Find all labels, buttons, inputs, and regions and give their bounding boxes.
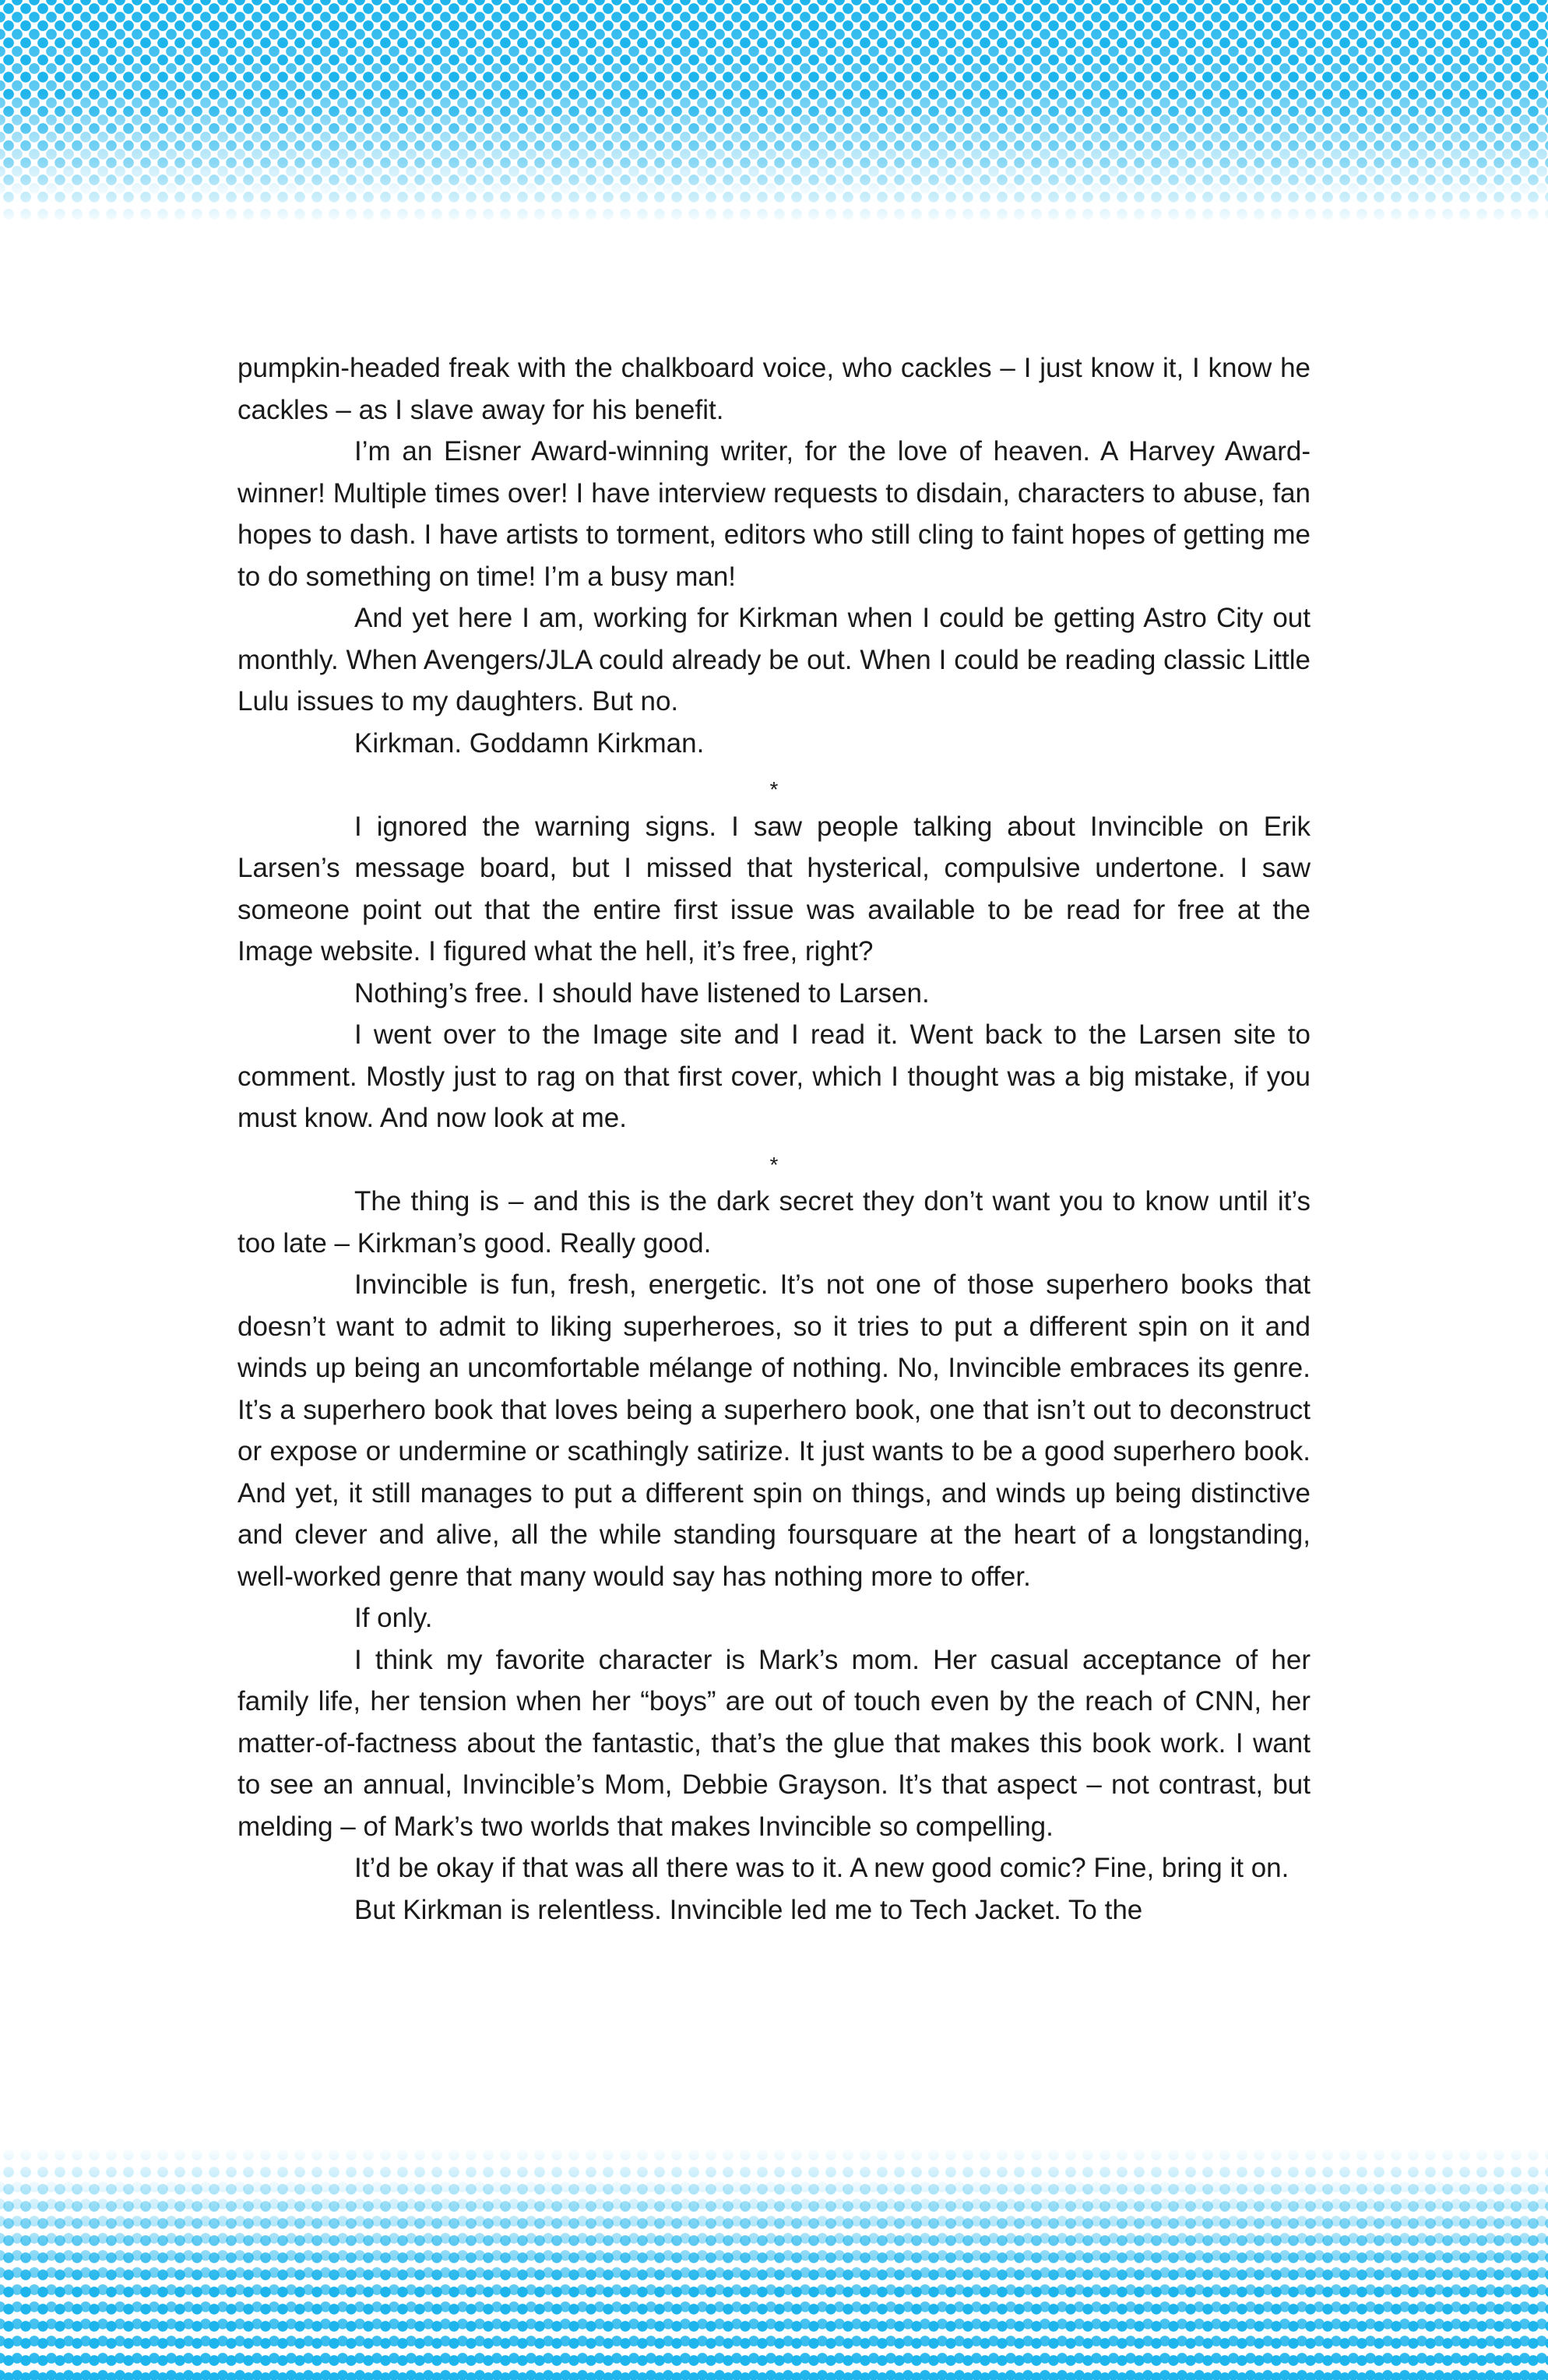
- paragraph: I think my favorite character is Mark’s mom. Her casual acceptance of her family life, her tension when her “boys” are out of touch even by the reach of CNN, her matter-of-factness about the fantastic, that’s the glue that makes this book work. I want to see an annual, Invincible’s Mom, Debbie Grayson. It’s that aspect – not contrast, but melding – of Mark’s two worlds that makes Invincible so compelling.: [237, 1644, 1311, 1842]
- paragraph: If only.: [354, 1603, 433, 1633]
- paragraph: It’d be okay if that was all there was to it. A new good comic? Fine, bring it on.: [354, 1853, 1289, 1883]
- paragraph: I’m an Eisner Award-winning writer, for the love of heaven. A Harvey Award-winner! Multiple times over! I have interview requests to disdain, characters to abuse, fan hopes to dash. I have artists to torment, editors who still cling to faint hopes of getting me to do something on time! I’m a busy man!: [237, 436, 1311, 592]
- paragraph: And yet here I am, working for Kirkman when I could be getting Astro City out monthly. When Avengers/JLA could already be out. When I could be reading classic Little Lulu issues to my daughters. But no.: [237, 603, 1311, 716]
- section-separator: *: [769, 777, 779, 801]
- paragraph: Nothing’s free. I should have listened to Larsen.: [354, 977, 930, 1009]
- paragraph: The thing is – and this is the dark secret they don’t want you to know until it’s too late – Kirkman’s good. Really good.: [237, 1186, 1311, 1259]
- article-body: [237, 347, 1311, 1931]
- paragraph-continuation: pumpkin-headed freak with the chalkboard voice, who cackles – I just know it, I know he cackles – as I slave away for his benefit.: [237, 353, 1311, 425]
- halftone-border-bottom-overlay: [0, 2170, 1548, 2380]
- section-separator: *: [769, 1152, 779, 1177]
- paragraph: Invincible is fun, fresh, energetic. It’s not one of those superhero books that doesn’t want to admit to liking superheroes, so it tries to put a different spin on it and winds up being an uncomfortable mélange of nothing. No, Invincible embraces its genre. It’s a superhero book that loves being a superhero book, one that isn’t out to deconstruct or expose or undermine or scathingly satirize. It just wants to be a good superhero book. And yet, it still manages to put a different spin on things, and winds up being distinctive and clever and alive, all the while standing foursquare at the heart of a longstanding, well-worked genre that many would say has nothing more to offer.: [237, 1269, 1311, 1592]
- halftone-border-top-overlay: [0, 0, 1548, 202]
- paragraph: But Kirkman is relentless. Invincible led me to Tech Jacket. To the: [354, 1894, 1143, 1925]
- paragraph: I ignored the warning signs. I saw people talking about Invincible on Erik Larsen’s message board, but I missed that hysterical, compulsive undertone. I saw someone point out that the entire first issue was available to be read for free at the Image website. I figured what the hell, it’s free, right?: [237, 811, 1311, 966]
- paragraph: Kirkman. Goddamn Kirkman.: [354, 727, 705, 759]
- paragraph: I went over to the Image site and I read it. Went back to the Larsen site to comment. Mostly just to rag on that first cover, which I thought was a big mistake, if you must know. And now look at me.: [237, 1019, 1311, 1133]
